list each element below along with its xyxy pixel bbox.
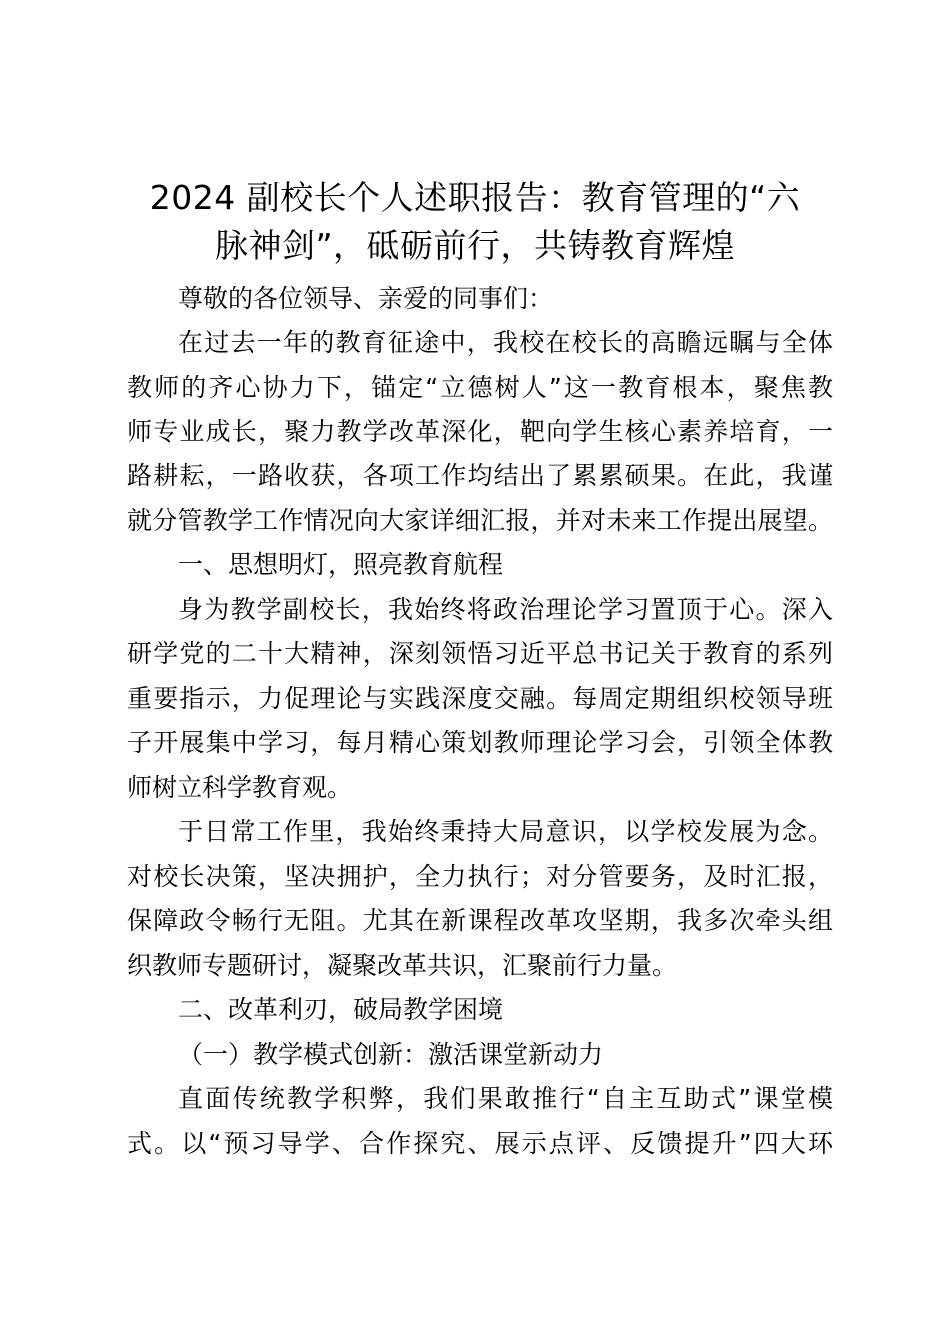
body-line: 直面传统教学积弊，我们果敢推行“自主互助式”课堂模	[178, 1084, 833, 1113]
body-line: 身为教学副校长，我始终将政治理论学习置顶于心。深入	[178, 595, 833, 624]
body-line: 对校长决策，坚决拥护，全力执行；对分管要务，及时汇报，	[127, 862, 833, 891]
body-line: 保障政令畅行无阻。尤其在新课程改革攻坚期，我多次牵头组	[127, 906, 833, 935]
salutation: 尊敬的各位领导、亲爱的同事们：	[178, 284, 554, 313]
body-line: 师树立科学教育观。	[127, 773, 353, 802]
body-line: 师专业成长，聚力教学改革深化，靶向学生核心素养培育，一	[127, 417, 833, 446]
body-line: 于日常工作里，我始终秉持大局意识，以学校发展为念。	[178, 817, 833, 846]
body-line: 就分管教学工作情况向大家详细汇报，并对未来工作提出展望。	[127, 506, 833, 535]
document-title-line-1: 2024 副校长个人述职报告：教育管理的“六	[149, 178, 801, 217]
body-line: 在过去一年的教育征途中，我校在校长的高瞻远瞩与全体	[178, 328, 833, 357]
body-line: 式。以“预习导学、合作探究、展示点评、反馈提升”四大环	[127, 1129, 833, 1158]
section-heading-2: 二、改革利刃，破局教学困境	[178, 995, 504, 1024]
body-line: 教师的齐心协力下，锚定“立德树人”这一教育根本，聚焦教	[127, 373, 833, 402]
section-heading-1: 一、思想明灯，照亮教育航程	[178, 550, 504, 579]
body-line: 子开展集中学习，每月精心策划教师理论学习会，引领全体教	[127, 728, 833, 757]
body-line: 织教师专题研讨，凝聚改革共识，汇聚前行力量。	[127, 951, 678, 980]
body-line: 研学党的二十大精神，深刻领悟习近平总书记关于教育的系列	[127, 639, 833, 668]
document-title-line-2: 脉神剑”，砥砺前行，共铸教育辉煌	[214, 226, 736, 265]
body-line: 重要指示，力促理论与实践深度交融。每周定期组织校领导班	[127, 684, 833, 713]
body-line: 路耕耘，一路收获，各项工作均结出了累累硕果。在此，我谨	[127, 461, 833, 490]
subsection-heading-1: （一）教学模式创新：激活课堂新动力	[178, 1040, 604, 1069]
